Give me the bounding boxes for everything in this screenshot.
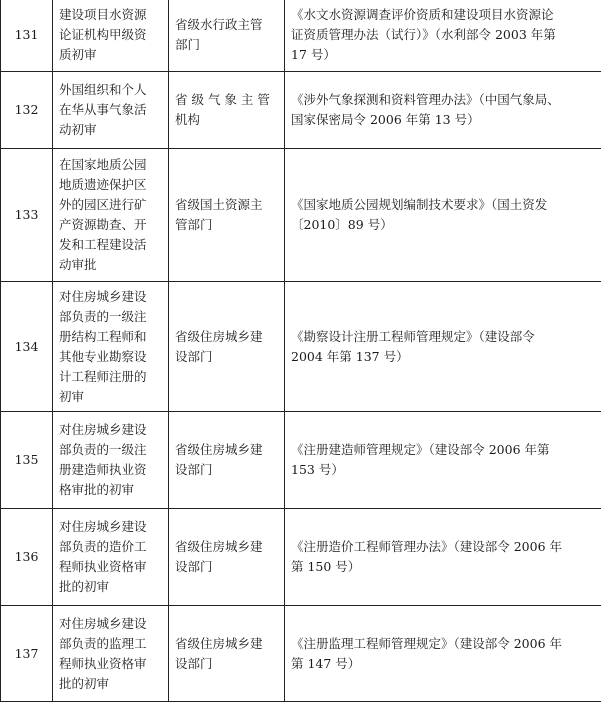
legal-basis: 《水文水资源调查评价资质和建设项目水资源论 证资质管理办法（试行）》（水利部令 2003 年第 17 号）	[285, 0, 601, 72]
legal-basis: 《涉外气象探测和资料管理办法》（中国气象局、 国家保密局令 2006 年第 13 号）	[285, 72, 601, 149]
department: 省级住房城乡建 设部门	[169, 606, 285, 702]
row-number: 136	[1, 509, 53, 606]
item-name: 在国家地质公园 地质遗迹保护区 外的园区进行矿 产资源勘查、开 发和工程建设活 动审批	[53, 149, 169, 282]
department: 省级住房城乡建 设部门	[169, 509, 285, 606]
table-row	[1, 509, 601, 606]
item-name: 对住房城乡建设 部负责的监理工 程师执业资格审 批的初审	[53, 606, 169, 702]
item-name: 外国组织和个人 在华从事气象活 动初审	[53, 72, 169, 149]
department: 省 级 气 象 主 管 机构	[169, 72, 285, 149]
table-row	[1, 412, 601, 509]
table-row	[1, 0, 601, 72]
department: 省级国土资源主 管部门	[169, 149, 285, 282]
table-row	[1, 149, 601, 282]
item-name: 对住房城乡建设 部负责的一级注 册结构工程师和 其他专业勘察设 计工程师注册的 初审	[53, 282, 169, 412]
row-number: 137	[1, 606, 53, 702]
item-name: 对住房城乡建设 部负责的造价工 程师执业资格审 批的初审	[53, 509, 169, 606]
legal-basis: 《注册建造师管理规定》（建设部令 2006 年第 153 号）	[285, 412, 601, 509]
row-number: 133	[1, 149, 53, 282]
department: 省级住房城乡建 设部门	[169, 282, 285, 412]
legal-basis: 《国家地质公园规划编制技术要求》（国土资发 〔2010〕89 号）	[285, 149, 601, 282]
item-name: 建设项目水资源 论证机构甲级资 质初审	[53, 0, 169, 72]
row-number: 135	[1, 412, 53, 509]
row-number: 132	[1, 72, 53, 149]
legal-basis: 《注册造价工程师管理办法》（建设部令 2006 年 第 150 号）	[285, 509, 601, 606]
table-row	[1, 72, 601, 149]
table-row	[1, 606, 601, 702]
legal-basis: 《勘察设计注册工程师管理规定》（建设部令 2004 年第 137 号）	[285, 282, 601, 412]
row-number: 134	[1, 282, 53, 412]
table-row	[1, 282, 601, 412]
department: 省级水行政主管 部门	[169, 0, 285, 72]
legal-basis: 《注册监理工程师管理规定》（建设部令 2006 年 第 147 号）	[285, 606, 601, 702]
department: 省级住房城乡建 设部门	[169, 412, 285, 509]
row-number: 131	[1, 0, 53, 72]
item-name: 对住房城乡建设 部负责的一级注 册建造师执业资 格审批的初审	[53, 412, 169, 509]
